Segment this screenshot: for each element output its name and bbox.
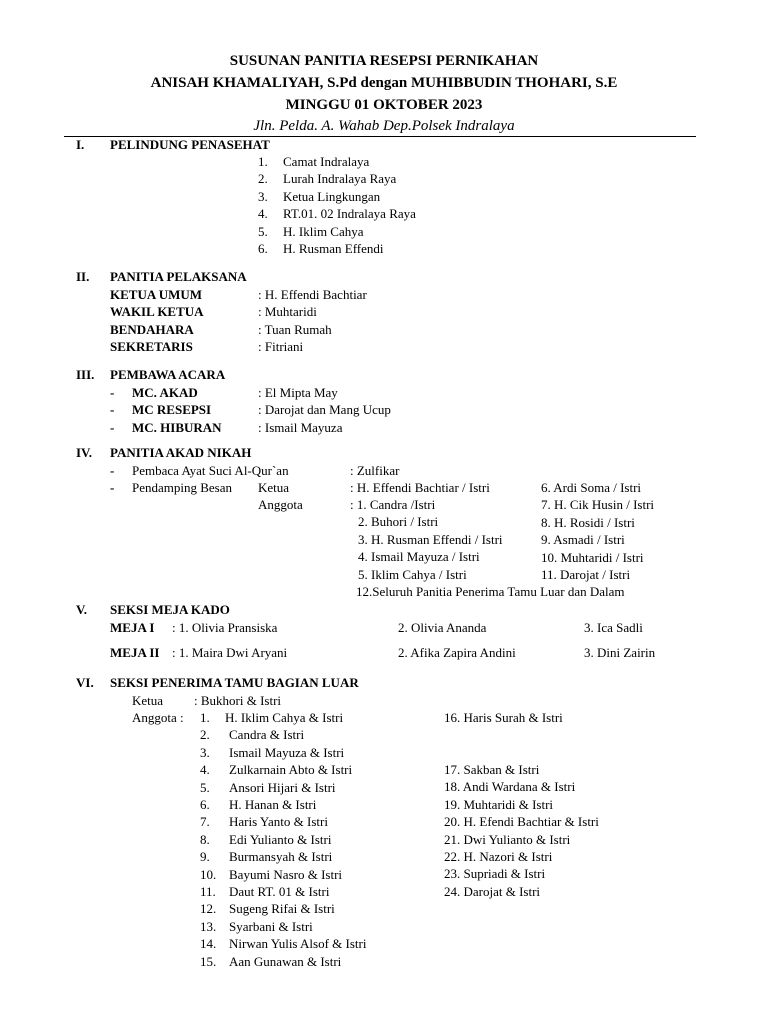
reception-member-name: Daut RT. 01 & Istri [229, 884, 330, 899]
escort-members-label: Anggota [258, 497, 303, 512]
mc-name: : El Mipta May [258, 385, 338, 400]
reception-member-name: H. Hanan & Istri [229, 797, 317, 812]
reception-member-name: Syarbani & Istri [229, 918, 313, 934]
reception-member-number: 13. [200, 918, 217, 934]
gift-table-1-member: 2. Olivia Ananda [398, 620, 487, 635]
reception-member-name: Nirwan Yulis Alsof & Istri [229, 936, 367, 952]
reception-member-name: Sugeng Rifai & Istri [229, 901, 335, 917]
escort-member: 11. Darojat / Istri [541, 567, 631, 582]
escort-member: 2. Buhori / Istri [358, 514, 439, 530]
event-date: MINGGU 01 OKTOBER 2023 [285, 97, 483, 113]
bullet-dash: - [110, 402, 115, 418]
reception-leader-label: Ketua [132, 693, 164, 708]
advisor-number: 3. [258, 188, 268, 204]
gift-table-1-member: 3. Ica Sadli [584, 620, 643, 635]
escort-member: : 1. Candra /Istri [350, 497, 436, 512]
quran-reader-name: : Zulfikar [350, 463, 400, 478]
advisor-number: 4. [258, 206, 268, 222]
reception-member-name: Burmansyah & Istri [229, 849, 333, 865]
bullet-dash: - [110, 463, 115, 478]
reception-member: 17. Sakban & Istri [444, 762, 540, 777]
reception-member-name: Bayumi Nasro & Istri [229, 866, 343, 882]
gift-table-2-member: 2. Afika Zapira Andini [398, 645, 516, 660]
reception-member-number: 11. [200, 884, 216, 899]
bullet-dash: - [110, 480, 115, 495]
gift-table-2-member: 3. Dini Zairin [584, 645, 656, 660]
reception-member-number: 4. [200, 762, 210, 778]
section-number: III. [76, 367, 95, 382]
escort-member: 8. H. Rosidi / Istri [541, 514, 635, 530]
mc-role: MC RESEPSI [132, 402, 212, 418]
gift-table-2-label: MEJA II [110, 645, 160, 660]
reception-member-name: Zulkarnain Abto & Istri [229, 762, 353, 778]
reception-member-number: 3. [200, 744, 210, 760]
advisor-number: 2. [258, 171, 268, 187]
section-number: I. [76, 137, 85, 152]
section-title: PANITIA AKAD NIKAH [110, 445, 252, 460]
reception-member-name: H. Iklim Cahya & Istri [225, 710, 344, 725]
committee-role: KETUA UMUM [110, 287, 203, 302]
reception-member-number: 9. [200, 849, 210, 865]
escort-member: 4. Ismail Mayuza / Istri [358, 549, 480, 565]
section-title: SEKSI PENERIMA TAMU BAGIAN LUAR [110, 675, 359, 690]
committee-name: : Muhtaridi [258, 304, 317, 320]
reception-member: 22. H. Nazori & Istri [444, 849, 553, 864]
section-number: II. [76, 269, 90, 284]
committee-role: BENDAHARA [110, 321, 194, 337]
committee-name: : Tuan Rumah [258, 321, 332, 337]
escort-member: 6. Ardi Soma / Istri [541, 480, 642, 495]
reception-member-number: 6. [200, 797, 210, 812]
escort-leader-label: Ketua [258, 480, 290, 495]
reception-member-name: Candra & Istri [229, 727, 305, 743]
escort-member: 10. Muhtaridi / Istri [541, 549, 644, 565]
advisor-name: H. Iklim Cahya [283, 223, 364, 239]
mc-name: : Darojat dan Mang Ucup [258, 402, 391, 418]
mc-name: : Ismail Mayuza [258, 419, 343, 435]
reception-member-number: 15. [200, 953, 217, 969]
advisor-number: 6. [258, 241, 268, 256]
gift-table-1-member: : 1. Olivia Pransiska [172, 620, 278, 635]
advisor-number: 1. [258, 154, 268, 169]
reception-member: 21. Dwi Yulianto & Istri [444, 831, 571, 847]
reception-member-number: 8. [200, 831, 210, 847]
mc-role: MC. HIBURAN [132, 419, 222, 435]
escort-member: 5. Iklim Cahya / Istri [358, 566, 467, 582]
escort-member: 7. H. Cik Husin / Istri [541, 497, 655, 513]
escort-member: 9. Asmadi / Istri [541, 532, 625, 548]
advisor-name: Lurah Indralaya Raya [283, 171, 397, 187]
section-title: PELINDUNG PENASEHAT [110, 137, 270, 152]
section-number: VI. [76, 675, 94, 690]
gift-table-2-member: : 1. Maira Dwi Aryani [172, 645, 288, 660]
escort-members-last: 12.Seluruh Panitia Penerima Tamu Luar dan Dalam [356, 584, 625, 599]
reception-member: 18. Andi Wardana & Istri [444, 779, 576, 795]
reception-member-number: 14. [200, 936, 217, 952]
quran-reader-label: Pembaca Ayat Suci Al-Qur`an [132, 463, 289, 478]
advisor-name: H. Rusman Effendi [283, 241, 384, 256]
reception-member-number: 1. [200, 710, 210, 725]
section-number: V. [76, 602, 87, 617]
reception-member-number: 7. [200, 814, 210, 830]
document-title: SUSUNAN PANITIA RESEPSI PERNIKAHAN [229, 53, 539, 69]
advisor-number: 5. [258, 223, 268, 239]
mc-role: MC. AKAD [132, 385, 198, 400]
advisor-name: Ketua Lingkungan [283, 188, 381, 204]
reception-member-name: Haris Yanto & Istri [229, 814, 328, 830]
reception-member-number: 2. [200, 727, 210, 743]
committee-name: : H. Effendi Bachtiar [258, 287, 367, 302]
reception-member: 23. Supriadi & Istri [444, 866, 546, 882]
event-location: Jln. Pelda. A. Wahab Dep.Polsek Indralaya [253, 118, 515, 134]
reception-member: 20. H. Efendi Bachtiar & Istri [444, 814, 599, 830]
gift-table-1-label: MEJA I [110, 620, 155, 635]
reception-member: 16. Haris Surah & Istri [444, 710, 563, 725]
committee-name: : Fitriani [258, 339, 304, 355]
reception-member: 19. Muhtaridi & Istri [444, 796, 554, 812]
reception-member-name: Ismail Mayuza & Istri [229, 744, 345, 760]
section-title: SEKSI MEJA KADO [110, 602, 230, 617]
reception-member-name: Aan Gunawan & Istri [229, 953, 342, 969]
advisor-name: Camat Indralaya [283, 154, 370, 169]
committee-role: WAKIL KETUA [110, 304, 204, 320]
reception-member-name: Ansori Hijari & Istri [229, 779, 336, 795]
section-number: IV. [76, 445, 93, 460]
section-title: PEMBAWA ACARA [110, 367, 226, 382]
escort-label: Pendamping Besan [132, 480, 233, 495]
advisor-name: RT.01. 02 Indralaya Raya [283, 206, 416, 222]
reception-member-number: 12. [200, 901, 217, 917]
reception-leader-name: : Bukhori & Istri [194, 693, 282, 708]
reception-member-number: 10. [200, 866, 217, 882]
bullet-dash: - [110, 419, 115, 435]
reception-members-label: Anggota : [132, 710, 184, 725]
reception-member: 24. Darojat & Istri [444, 883, 541, 899]
reception-member-number: 5. [200, 779, 210, 795]
committee-role: SEKRETARIS [110, 339, 193, 355]
reception-member-name: Edi Yulianto & Istri [229, 831, 332, 847]
bullet-dash: - [110, 385, 115, 400]
section-title: PANITIA PELAKSANA [110, 269, 247, 284]
escort-leader-name: : H. Effendi Bachtiar / Istri [350, 480, 490, 495]
escort-member: 3. H. Rusman Effendi / Istri [358, 531, 503, 547]
couple-names: ANISAH KHAMALIYAH, S.Pd dengan MUHIBBUDIN THOHARI, S.E [150, 75, 618, 91]
